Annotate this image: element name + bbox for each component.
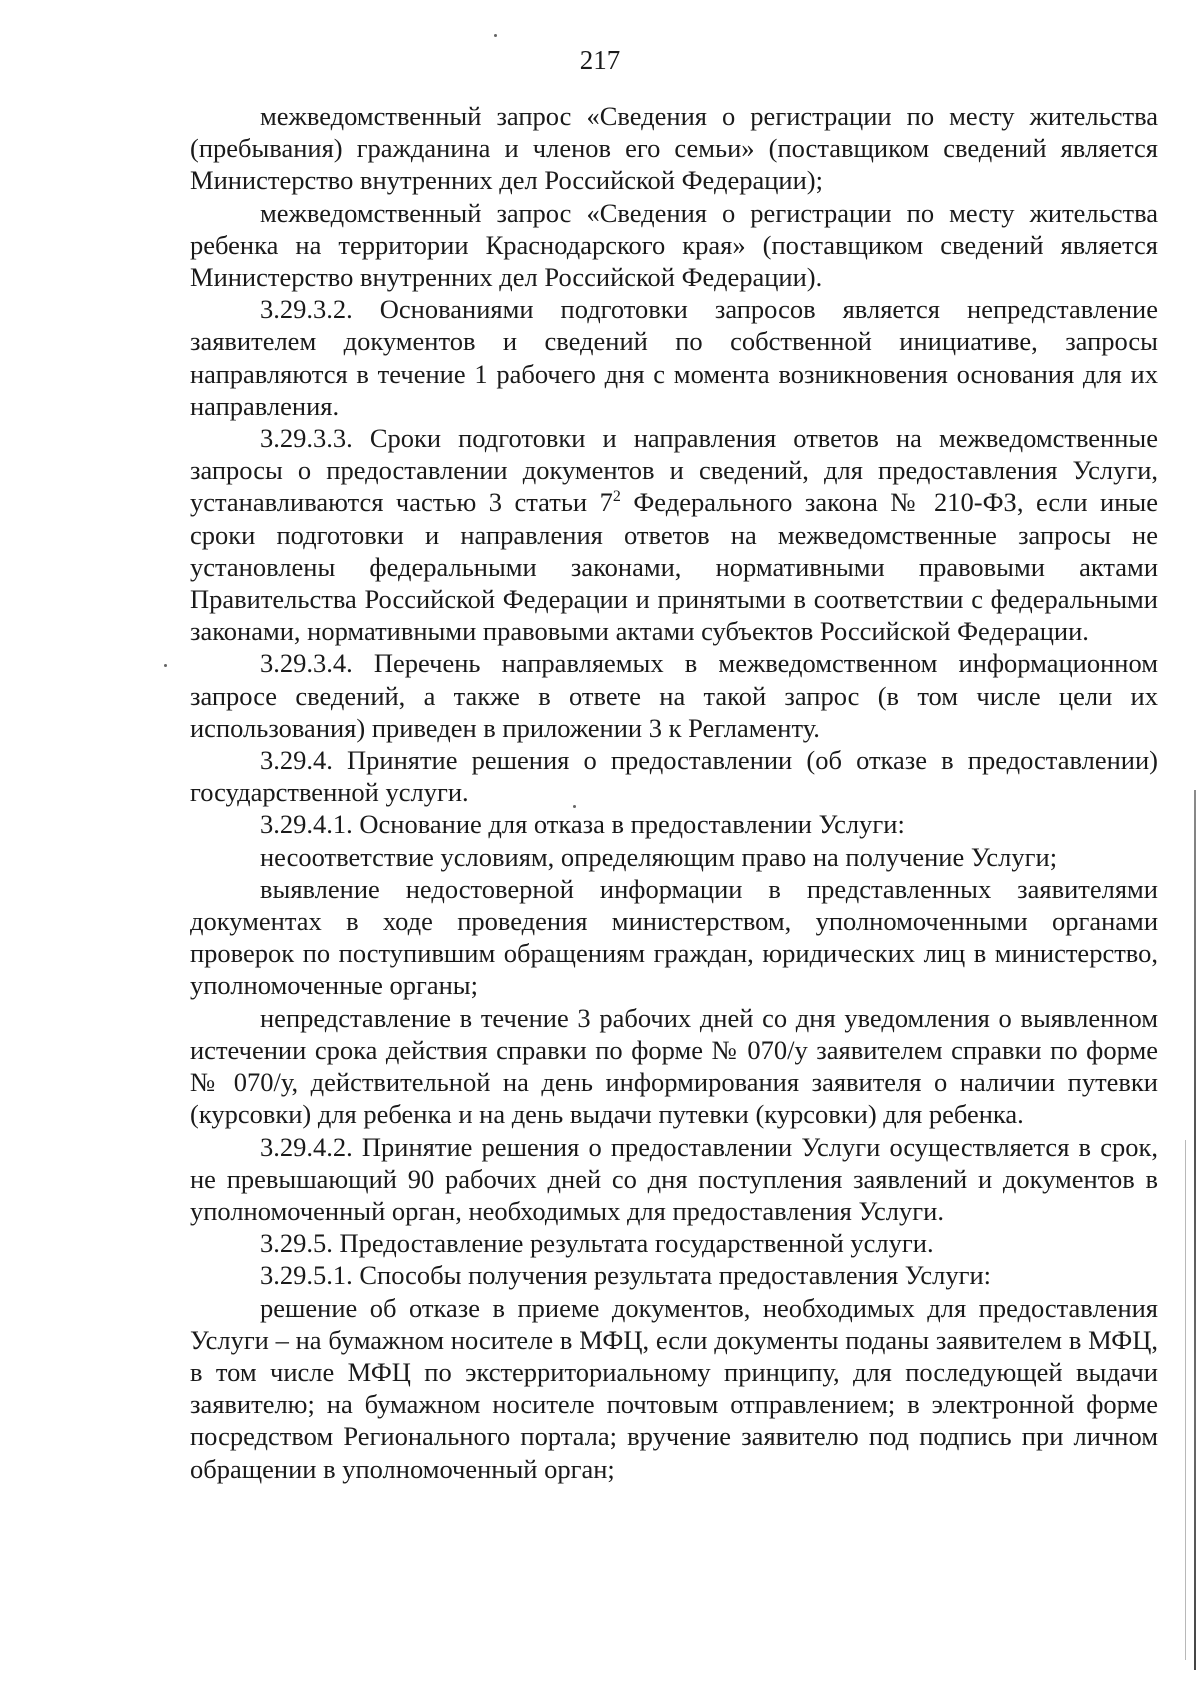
paragraph: несоответствие условиям, определяющим право на получение Услуги;	[260, 841, 1058, 872]
paragraph	[190, 422, 1158, 647]
paragraph-text-continued: Федерального закона № 210-ФЗ, если иные сроки подготовки и направления ответов на межведомственные запросы не установлены федеральными законами, нормативными правовыми актами Правительства Российской Федерации и принятыми в соответствии с федеральными законами, нормативными правовыми актами субъектов Российской Федерации.	[190, 487, 1158, 647]
paragraph: 3.29.3.2. Основаниями подготовки запросов является непредставление заявителем документов и сведений по собственной инициативе, запросы направляются в течение 1 рабочего дня с момента возникновения основания для их направления.	[190, 294, 1158, 421]
scan-speck	[494, 34, 497, 37]
paragraph: 3.29.4.2. Принятие решения о предоставлении Услуги осуществляется в срок, не превышающий 90 рабочих дней со дня поступления заявлений и документов в уполномоченный орган, необходимых для предоставления Услуги.	[190, 1131, 1158, 1226]
page-number: 217	[579, 45, 621, 75]
paragraph-text: 3.29.3.3. Сроки подготовки и направления ответов на межведомственные запросы о предоставлении документов и сведений, для предоставления Услуги, устанавливаются частью 3 статьи 7	[190, 423, 1158, 518]
paragraph: выявление недостоверной информации в представленных заявителями документах в ходе проведения министерством, уполномоченными органами проверок по поступившим обращениям граждан, юридических лиц в министерство, уполномоченные органы;	[190, 873, 1158, 1001]
paragraph: межведомственный запрос «Сведения о регистрации по месту жительства (пребывания) гражданина и членов его семьи» (поставщиком сведений является Министерство внутренних дел Российской Федерации);	[190, 101, 1158, 196]
paragraph: 3.29.5.1. Способы получения результата предоставления Услуги:	[260, 1260, 992, 1291]
scan-edge-line	[1185, 1140, 1186, 1660]
document-body	[190, 100, 1158, 1485]
paragraph: решение об отказе в приеме документов, необходимых для предоставления Услуги – на бумажном носителе в МФЦ, если документы поданы заявителем в МФЦ, в том числе МФЦ по экстерриториальному принципу, для последующей выдачи заявителю; на бумажном носителе почтовым отправлением; в электронной форме посредством Регионального портала; вручение заявителю под подпись при личном обращении в уполномоченный орган;	[190, 1292, 1158, 1484]
paragraph: 3.29.4.1. Основание для отказа в предоставлении Услуги:	[260, 809, 905, 840]
scan-edge-line	[1194, 790, 1196, 1670]
paragraph: 3.29.5. Предоставление результата государственной услуги.	[260, 1228, 934, 1259]
article-superscript: 2	[612, 488, 621, 506]
scan-speck	[573, 805, 576, 808]
paragraph: непредставление в течение 3 рабочих дней со дня уведомления о выявленном истечении срока действия справки по форме № 070/у заявителем справки по форме № 070/у, действительной на день информирования заявителя о наличии путевки (курсовки) для ребенка и на день выдачи путевки (курсовки) для ребенка.	[190, 1002, 1158, 1130]
scan-speck	[164, 664, 167, 667]
paragraph: межведомственный запрос «Сведения о регистрации по месту жительства ребенка на территории Краснодарского края» (поставщиком сведений является Министерство внутренних дел Российской Федерации).	[190, 197, 1158, 293]
paragraph: 3.29.3.4. Перечень направляемых в межведомственном информационном запросе сведений, а также в ответе на такой запрос (в том числе цели их использования) приведен в приложении 3 к Регламенту.	[190, 648, 1158, 743]
paragraph: 3.29.4. Принятие решения о предоставлении (об отказе в предоставлении) государственной услуги.	[190, 745, 1158, 808]
